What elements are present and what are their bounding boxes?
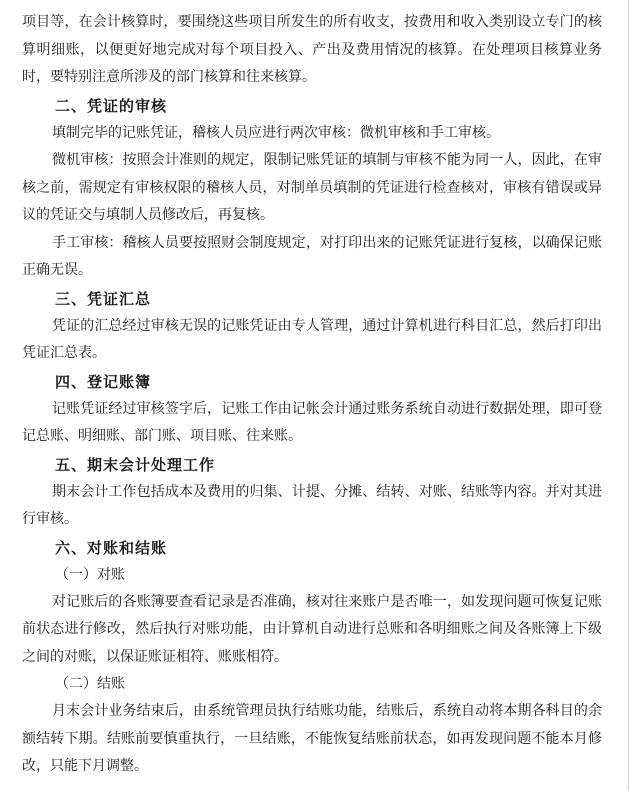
heading-period-end: 五、期末会计处理工作 <box>55 455 216 474</box>
heading-voucher-audit: 二、凭证的审核 <box>55 96 168 115</box>
subheading-reconcile: （一）对账 <box>55 566 125 583</box>
paragraph-computer-audit: 微机审核：按照会计准则的规定，限制记账凭证的填制与审核不能为同一人，因此，在审核之前，需规定有审核权限的稽核人员，对制单员填制的凭证进行检查核对，审核有错误或异议的凭证交与填制人员修改后，再复核。 <box>22 152 602 223</box>
paragraph-close: 月末会计业务结束后，由系统管理员执行结账功能，结账后，系统自动将本期各科目的余额结转下期。结账前要慎重执行，一旦结账，不能恢复结账前状态，如再发现问题不能本月修改，只能下月调整。 <box>22 703 602 774</box>
paragraph-project-accounting: 项目等，在会计核算时，要围绕这些项目所发生的所有收支，按费用和收入类别设立专门的核算明细账，以便更好地完成对每个项目投入、产出及费用情况的核算。在处理项目核算业务时，要特别注意所涉及的部门核算和往来核算。 <box>22 14 602 85</box>
paragraph-period-end: 期末会计工作包括成本及费用的归集、计提、分摊、结转、对账、结账等内容。并对其进行审核。 <box>22 483 602 527</box>
heading-book-entry: 四、登记账簿 <box>55 372 152 391</box>
paragraph-voucher-summary: 凭证的汇总经过审核无误的记账凭证由专人管理，通过计算机进行科目汇总，然后打印出凭证汇总表。 <box>22 317 602 361</box>
heading-reconcile-close: 六、对账和结账 <box>55 538 168 557</box>
subheading-close: （二）结账 <box>55 676 125 692</box>
document-body <box>22 9 602 781</box>
paragraph-audit-intro: 填制完毕的记账凭证，稽核人员应进行两次审核：微机审核和手工审核。 <box>52 124 500 141</box>
paragraph-reconcile: 对记账后的各账簿要查看记录是否准确，核对往来账户是否唯一，如发现问题可恢复记账前状态进行修改，然后执行对账功能，由计算机自动进行总账和各明细账之间及各账簿上下级之间的对账，以保证账证相符、账账相符。 <box>22 593 602 665</box>
paragraph-book-entry: 记账凭证经过审核签字后，记账工作由记帐会计通过账务系统自动进行数据处理，即可登记总账、明细账、部门账、项目账、往来账。 <box>22 400 602 444</box>
paragraph-manual-audit: 手工审核：稽核人员要按照财会制度规定，对打印出来的记账凭证进行复核，以确保记账正确无误。 <box>22 234 602 278</box>
heading-voucher-summary: 三、凭证汇总 <box>55 289 152 308</box>
